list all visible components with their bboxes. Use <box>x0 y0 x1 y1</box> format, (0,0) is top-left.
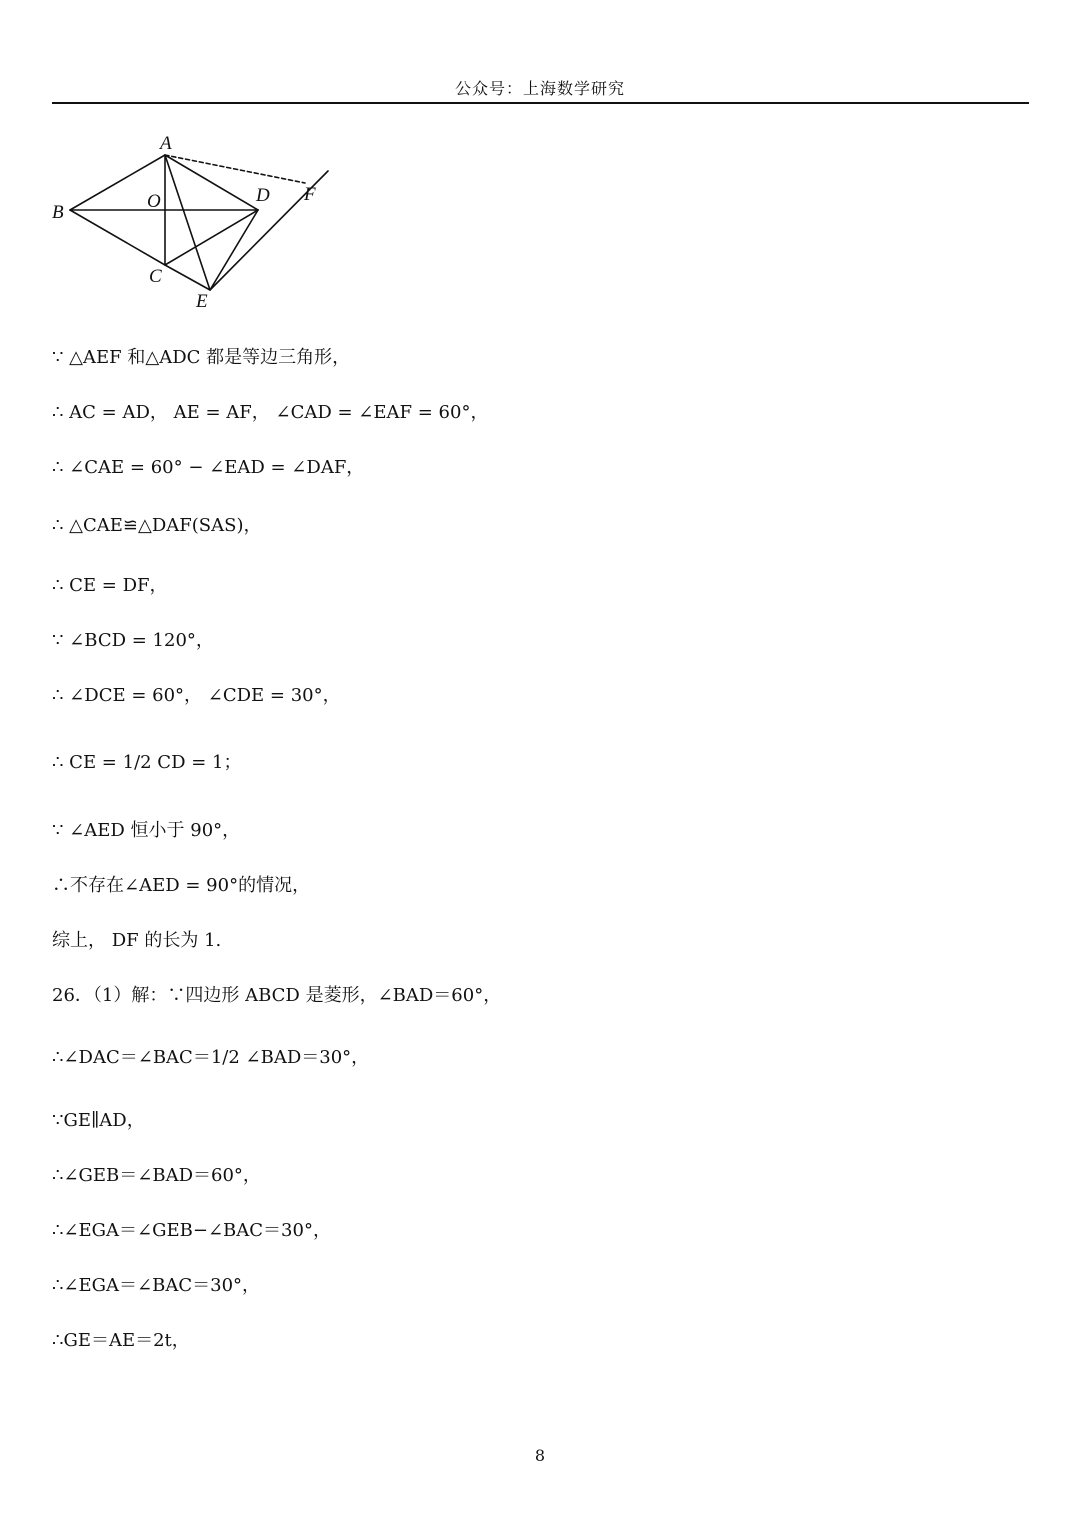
page-number: 8 <box>534 1446 546 1465</box>
page-header-title: 公众号：上海数学研究 <box>454 79 625 98</box>
proof-line: 综上， DF 的长为 1. <box>52 930 222 951</box>
segment-ae <box>165 155 210 290</box>
proof-line: ∴不存在∠AED = 90°的情况， <box>52 875 311 896</box>
proof-line: ∴ ∠DCE = 60°， ∠CDE = 30°， <box>52 685 341 706</box>
point-label-f: F <box>304 184 316 205</box>
point-label-a: A <box>160 133 172 154</box>
proof-line: ∴∠DAC＝∠BAC＝1/2 ∠BAD＝30°， <box>52 1047 370 1068</box>
point-label-o: O <box>147 191 161 212</box>
proof-line: ∴∠EGA＝∠GEB−∠BAC＝30°， <box>52 1220 331 1241</box>
header-divider <box>52 102 1029 104</box>
segment-da <box>165 155 258 210</box>
proof-line: ∴∠GEB＝∠BAD＝60°， <box>52 1165 261 1186</box>
question-heading-line: 26．（1）解：∵四边形 ABCD 是菱形，∠BAD＝60°， <box>52 985 502 1006</box>
point-label-b: B <box>52 202 64 223</box>
segment-bc <box>70 210 165 265</box>
proof-line: ∴GE＝AE＝2t， <box>52 1330 190 1351</box>
proof-line: ∴∠EGA＝∠BAC＝30°， <box>52 1275 261 1296</box>
proof-line: ∵ ∠BCD = 120°， <box>52 630 214 651</box>
proof-line: ∴ AC = AD， AE = AF， ∠CAD = ∠EAF = 60°， <box>52 402 489 423</box>
segment-ed <box>210 210 258 290</box>
geometry-figure <box>40 125 350 320</box>
proof-line: ∵ ∠AED 恒小于 90°， <box>52 820 241 841</box>
proof-line: ∴ ∠CAE = 60° − ∠EAD = ∠DAF， <box>52 457 365 478</box>
point-label-c: C <box>149 266 162 287</box>
proof-line: ∵ △AEF 和△ADC 都是等边三角形， <box>52 347 351 368</box>
segment-af-dashed <box>165 155 305 183</box>
proof-line: ∴ CE = 1/2 CD = 1； <box>52 752 242 773</box>
proof-line: ∴ △CAE≌△DAF(SAS)， <box>52 515 262 536</box>
point-label-e: E <box>196 291 208 312</box>
point-label-d: D <box>256 185 270 206</box>
proof-line: ∴ CE = DF， <box>52 575 168 596</box>
proof-line: ∵GE∥AD， <box>52 1110 145 1131</box>
